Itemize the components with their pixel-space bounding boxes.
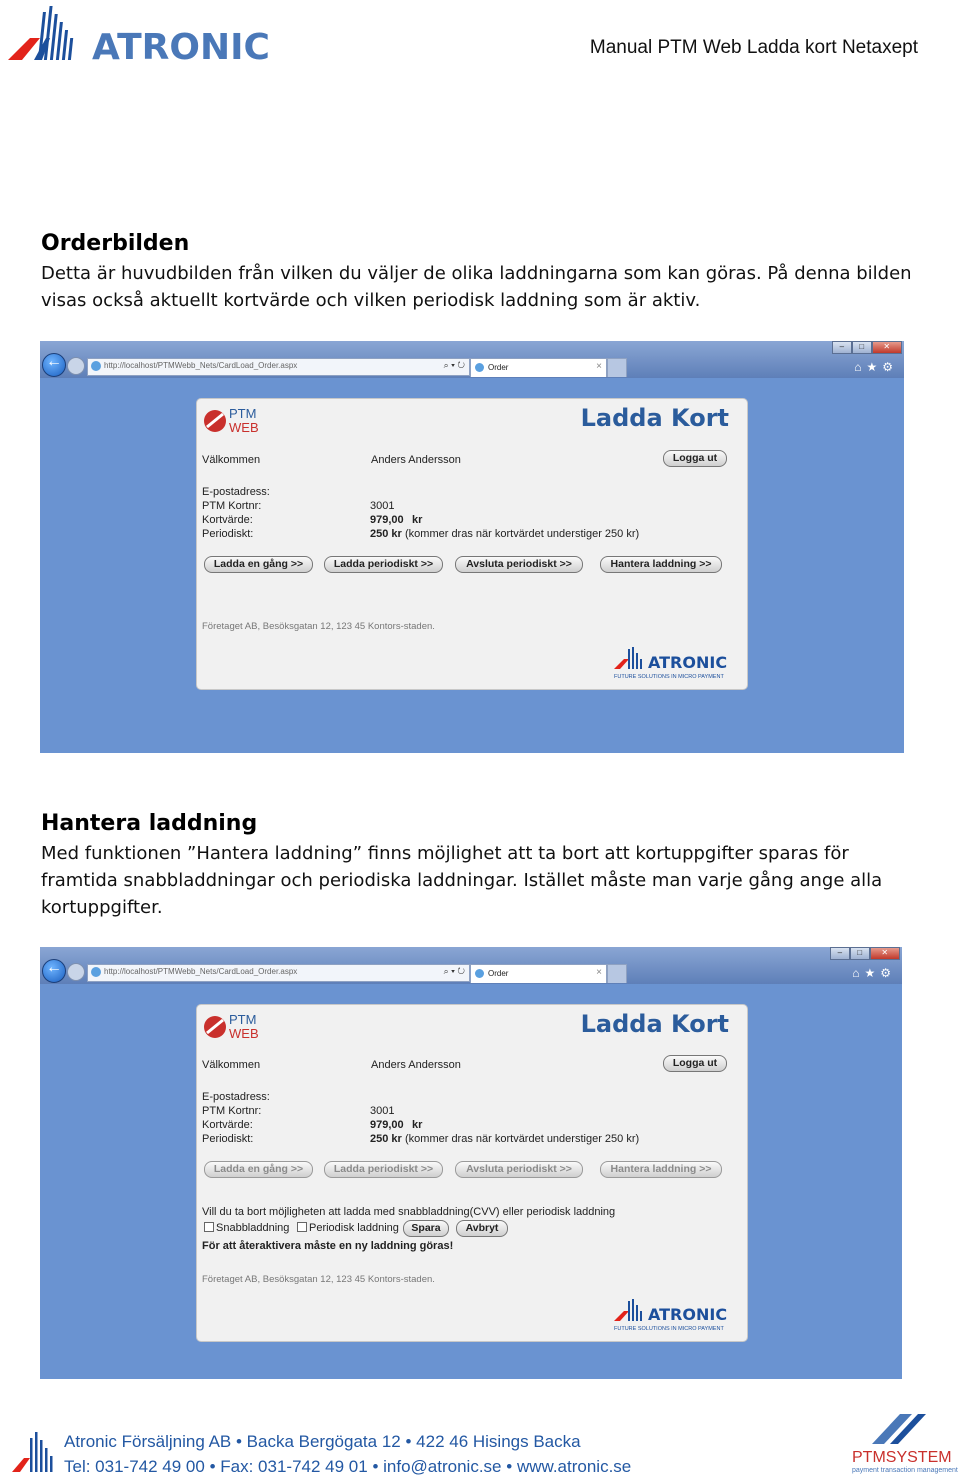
browser-tab-order[interactable] xyxy=(470,964,607,983)
logout-button[interactable]: Logga ut xyxy=(663,450,727,467)
screenshot-manage-loading xyxy=(40,947,902,1379)
search-refresh-icon[interactable]: ⌕ ▾ ↻ xyxy=(443,966,465,976)
section-heading-orderbilden: Orderbilden xyxy=(41,231,190,256)
manage-loading-button[interactable]: Hantera laddning >> xyxy=(600,1161,722,1178)
periodic-load-option[interactable] xyxy=(297,1222,399,1234)
ladda-kort-panel xyxy=(196,398,748,690)
atronic-tagline: FUTURE SOLUTIONS IN MICRO PAYMENT xyxy=(614,674,724,680)
footer-separator: • xyxy=(235,1432,242,1451)
atronic-small-logo xyxy=(612,645,742,681)
close-window-icon[interactable]: ✕ xyxy=(870,947,900,960)
quick-load-checkbox[interactable] xyxy=(204,1222,214,1232)
quick-load-option[interactable] xyxy=(204,1222,289,1234)
load-once-button[interactable]: Ladda en gång >> xyxy=(204,556,313,573)
periodic-note: (kommer dras när kortvärdet understiger 250 kr) xyxy=(405,1133,640,1145)
web-logo-text: WEB xyxy=(229,420,259,435)
page-icon xyxy=(91,967,101,977)
footer-address-line xyxy=(64,1432,581,1452)
footer-street: Backa Bergögata 12 xyxy=(246,1432,401,1451)
address-url: http://localhost/PTMWebb_Nets/CardLoad_Order.aspx xyxy=(104,361,298,370)
card-value-amount: 979,00 xyxy=(370,1119,404,1131)
page-title: Ladda Kort xyxy=(580,404,729,432)
quick-load-label: Snabbladdning xyxy=(216,1222,290,1234)
periodic-load-checkbox[interactable] xyxy=(297,1222,307,1232)
footer-contact-line xyxy=(64,1457,631,1477)
company-footer: Företaget AB, Besöksgatan 12, 123 45 Kontors-staden. xyxy=(202,1274,435,1285)
close-window-icon[interactable]: ✕ xyxy=(872,341,902,354)
tab-favicon-icon xyxy=(475,363,484,372)
page-title: Ladda Kort xyxy=(580,1010,729,1038)
browser-tab-order[interactable] xyxy=(470,358,607,377)
load-once-button[interactable]: Ladda en gång >> xyxy=(204,1161,313,1178)
user-name: Anders Andersson xyxy=(371,1059,461,1071)
window-controls xyxy=(832,341,902,352)
end-periodic-button[interactable]: Avsluta periodiskt >> xyxy=(455,1161,583,1178)
card-number-label: PTM Kortnr: xyxy=(202,1105,262,1117)
address-bar[interactable] xyxy=(87,964,470,982)
page-icon xyxy=(91,361,101,371)
address-url: http://localhost/PTMWebb_Nets/CardLoad_Order.aspx xyxy=(104,967,298,976)
periodic-amount: 250 kr xyxy=(370,528,402,540)
new-tab-button[interactable] xyxy=(607,358,627,377)
footer-separator: • xyxy=(209,1457,216,1476)
section-heading-hantera: Hantera laddning xyxy=(41,811,258,836)
periodic-load-label: Periodisk laddning xyxy=(309,1222,399,1234)
forward-arrow-icon[interactable] xyxy=(67,963,85,981)
card-value-amount: 979,00 xyxy=(370,514,404,526)
section-body-orderbilden: Detta är huvudbilden från vilken du väljer de olika laddningarna som kan göras. På denna bilden visas också aktuellt kortvärde och vilken periodisk laddning som är aktiv. xyxy=(41,263,912,311)
tab-favicon-icon xyxy=(475,969,484,978)
welcome-label: Välkommen xyxy=(202,454,261,466)
footer-separator: • xyxy=(405,1432,412,1451)
search-refresh-icon[interactable]: ⌕ ▾ ↻ xyxy=(443,360,465,370)
card-value-label: Kortvärde: xyxy=(202,1119,253,1131)
manage-question: Vill du ta bort möjligheten att ladda med snabbladdning(CVV) eller periodisk laddning xyxy=(202,1206,616,1218)
footer-email-link[interactable]: info@atronic.se xyxy=(383,1457,502,1476)
user-name: Anders Andersson xyxy=(371,454,461,466)
footer-city: 422 46 Hisings Backa xyxy=(416,1432,581,1451)
card-value-unit: kr xyxy=(412,1119,423,1131)
atronic-footer-logo xyxy=(12,1428,60,1474)
atronic-small-text: ATRONIC xyxy=(648,1305,728,1324)
periodic-amount: 250 kr xyxy=(370,1133,402,1145)
atronic-small-logo xyxy=(612,1297,742,1333)
cancel-button[interactable]: Avbryt xyxy=(456,1220,508,1237)
browser-chrome xyxy=(40,947,902,984)
maximize-icon[interactable]: □ xyxy=(850,947,870,960)
footer-web-link[interactable]: www.atronic.se xyxy=(516,1457,632,1476)
welcome-label: Välkommen xyxy=(202,1059,261,1071)
load-periodic-button[interactable]: Ladda periodiskt >> xyxy=(324,1161,443,1178)
periodic-label: Periodiskt: xyxy=(202,1133,254,1145)
email-label: E-postadress: xyxy=(202,486,270,498)
atronic-logo-text: ATRONIC xyxy=(92,27,270,64)
periodic-note: (kommer dras när kortvärdet understiger 250 kr) xyxy=(405,528,640,540)
save-button[interactable]: Spara xyxy=(403,1220,449,1237)
tab-title: Order xyxy=(488,363,509,372)
ptm-system-tagline: payment transaction management xyxy=(852,1467,958,1474)
card-value-label: Kortvärde: xyxy=(202,514,253,526)
footer-company: Atronic Försäljning AB xyxy=(64,1432,232,1451)
ptm-web-logo xyxy=(203,1011,265,1041)
ptm-logo-text: PTM xyxy=(229,406,257,421)
section-body-hantera: Med funktionen ”Hantera laddning” finns möjlighet att ta bort att kortuppgifter sparas för framtida snabbladdningar och periodiska laddningar. Istället måste man varje gång ange alla kortuppgifter. xyxy=(41,843,883,918)
end-periodic-button[interactable]: Avsluta periodiskt >> xyxy=(455,556,583,573)
atronic-logo xyxy=(8,2,298,64)
ladda-kort-panel xyxy=(196,1004,748,1342)
back-arrow-icon[interactable] xyxy=(42,353,66,377)
window-controls xyxy=(830,947,900,958)
ptm-web-logo xyxy=(203,405,265,435)
logout-button[interactable]: Logga ut xyxy=(663,1055,727,1072)
manage-loading-button[interactable]: Hantera laddning >> xyxy=(600,556,722,573)
screenshot-order xyxy=(40,341,904,753)
close-tab-icon[interactable]: × xyxy=(596,967,602,978)
periodic-label: Periodiskt: xyxy=(202,528,254,540)
web-logo-text: WEB xyxy=(229,1026,259,1041)
footer-separator: • xyxy=(506,1457,513,1476)
forward-arrow-icon[interactable] xyxy=(67,357,85,375)
card-value-unit: kr xyxy=(412,514,423,526)
home-star-gear-icon[interactable]: ⌂★⚙ xyxy=(854,360,898,374)
tab-title: Order xyxy=(488,969,509,978)
card-number-value: 3001 xyxy=(370,500,395,512)
company-footer: Företaget AB, Besöksgatan 12, 123 45 Kontors-staden. xyxy=(202,621,435,632)
footer-tel: Tel: 031-742 49 00 xyxy=(64,1457,205,1476)
back-arrow-icon[interactable] xyxy=(42,959,66,983)
ptm-system-logo xyxy=(850,1408,960,1474)
footer-fax: Fax: 031-742 49 01 xyxy=(220,1457,368,1476)
card-number-value: 3001 xyxy=(370,1105,395,1117)
card-number-label: PTM Kortnr: xyxy=(202,500,262,512)
new-tab-button[interactable] xyxy=(607,964,627,983)
maximize-icon[interactable]: □ xyxy=(852,341,872,354)
load-periodic-button[interactable]: Ladda periodiskt >> xyxy=(324,556,443,573)
address-bar[interactable] xyxy=(87,358,470,376)
atronic-small-text: ATRONIC xyxy=(648,653,728,672)
close-tab-icon[interactable]: × xyxy=(596,361,602,372)
footer-separator: • xyxy=(372,1457,379,1476)
reactivate-note: För att återaktivera måste en ny laddning göras! xyxy=(202,1240,454,1252)
home-star-gear-icon[interactable]: ⌂★⚙ xyxy=(852,966,896,980)
minimize-icon[interactable]: – xyxy=(832,341,852,354)
atronic-tagline: FUTURE SOLUTIONS IN MICRO PAYMENT xyxy=(614,1326,724,1332)
browser-chrome xyxy=(40,341,904,378)
ptm-system-text: PTMSYSTEM xyxy=(852,1449,952,1466)
ptm-logo-text: PTM xyxy=(229,1012,257,1027)
minimize-icon[interactable]: – xyxy=(830,947,850,960)
email-label: E-postadress: xyxy=(202,1091,270,1103)
document-header-title: Manual PTM Web Ladda kort Netaxept xyxy=(589,37,918,58)
